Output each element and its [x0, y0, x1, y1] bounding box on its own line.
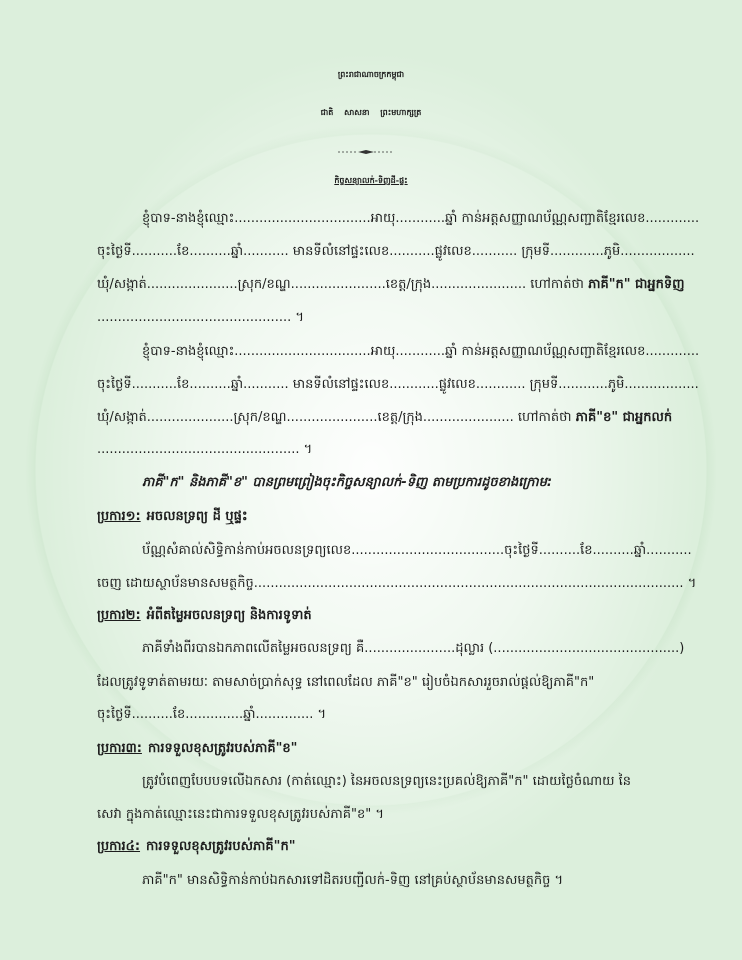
party-a-line-4: ............................................... ។ — [97, 310, 304, 325]
party-b-line-1: ខ្ញុំបាទ-នាងខ្ញុំឈ្មោះ.................................អាយុ............ឆ្នាំ កាន់អត្តសញ្ញាណប័ណ្ណសញ្ជាតិខ្មែរលេខ............. — [142, 344, 700, 359]
article-2-title: អំពីតម្លៃអចលនទ្រព្យ និងការទូទាត់ — [146, 608, 312, 623]
ornament-divider — [338, 150, 394, 154]
party-a-line-3 — [97, 276, 685, 294]
article-1-heading — [97, 508, 248, 526]
article-4-title: ការទទួលខុសត្រូវរបស់ភាគី"ក" — [146, 839, 296, 854]
party-b-line-3 — [97, 409, 672, 427]
article-3-line-1: ត្រូវបំពេញបែបបទលើឯកសារ (កាត់ឈ្មោះ) នៃអចលនទ្រព្យនេះប្រគល់ឱ្យភាគី"ក" ដោយថ្លៃចំណាយ នៃ — [142, 774, 631, 789]
article-2-heading — [97, 607, 312, 625]
article-2-line-2: ដែលត្រូវទូទាត់តាមរយៈ តាមសាច់ប្រាក់សុទ្ធ នៅពេលដែល ភាគី"ខ" រៀបចំឯកសាររួចរាល់ផ្តល់ឱ្យភាគី"ក" — [97, 675, 595, 690]
article-2-line-1: ភាគីទាំងពីរបានឯកភាពលើតម្លៃអចលនទ្រព្យ គឺ......................ដុល្លារ (.............................................) — [142, 641, 685, 656]
article-1-label: ប្រការ១: — [97, 509, 141, 524]
article-2-label: ប្រការ២: — [97, 608, 141, 623]
party-b-address: ឃុំ/សង្កាត់.....................ស្រុក/ខណ្ឌ......................ខេត្ត/ក្រុង...................... ហៅកាត់ថា — [97, 410, 572, 425]
article-3-label: ប្រការ៣: — [97, 741, 142, 756]
party-b-line-2: ចុះថ្ងៃទី...........ខែ..........ឆ្នាំ........... មានទីលំនៅផ្ទះលេខ............ផ្លូវលេខ............ ក្រុមទី............ភូមិ.................. — [97, 377, 699, 392]
party-a-role: ភាគី"ក" ជាអ្នកទិញ — [588, 277, 685, 292]
article-3-heading — [97, 740, 297, 758]
party-a-address: ឃុំ/សង្កាត់......................ស្រុក/ខណ្ឌ.......................ខេត្ត/ក្រុង....................... ហៅកាត់ថា — [97, 277, 584, 292]
article-2-line-3: ចុះថ្ងៃទី..........ខែ..............ឆ្នាំ.............. ។ — [97, 707, 327, 722]
document-title: កិច្ចសន្យាលក់-ទិញដី-ផ្ទះ — [334, 176, 408, 185]
party-b-role: ភាគី"ខ" ជាអ្នកលក់ — [575, 410, 673, 425]
article-1-line-1: ប័ណ្ណសំគាល់សិទ្ធិកាន់កាប់អចលនទ្រព្យលេខ.....................................ចុះថ្ងៃទី..........ខែ..........ឆ្នាំ........... — [142, 543, 692, 558]
party-b-line-4: ................................................. ។ — [97, 442, 313, 457]
article-4-heading — [97, 838, 295, 856]
article-3-line-2: សេវា ក្នុងកាត់ឈ្មោះនេះជាការទទួលខុសត្រូវរបស់ភាគី"ខ" ។ — [97, 807, 384, 822]
national-motto: ជាតិ សាសនា ព្រះមហាក្សត្រ — [320, 108, 422, 117]
article-1-line-2: ចេញ ដោយស្ថាប័នមានសមត្ថកិច្ច........................................................................................................ ។ — [97, 576, 697, 591]
article-1-title: អចលនទ្រព្យ ដី ឬផ្ទះ — [146, 509, 248, 524]
article-4-line-1: ភាគី"ក" មានសិទ្ធិកាន់កាប់ឯកសារទៅដិតរបញ្ជីលក់-ទិញ នៅគ្រប់ស្ថាប័នមានសមត្ថកិច្ច ។ — [142, 873, 564, 888]
kingdom-heading: ព្រះរាជាណាចក្រកម្ពុជា — [337, 70, 405, 79]
article-3-title: ការទទួលខុសត្រូវរបស់ភាគី"ខ" — [147, 741, 298, 756]
party-a-line-2: ចុះថ្ងៃទី...........ខែ..........ឆ្នាំ........... មានទីលំនៅផ្ទះលេខ...........ផ្លូវលេខ........... ក្រុមទី.............ភូមិ.................. — [97, 244, 695, 259]
article-4-label: ប្រការ៤: — [97, 839, 141, 854]
party-a-line-1: ខ្ញុំបាទ-នាងខ្ញុំឈ្មោះ.................................អាយុ............ឆ្នាំ កាន់អត្តសញ្ញាណប័ណ្ណសញ្ជាតិខ្មែរលេខ............. — [142, 211, 700, 226]
agreement-lead: ភាគី"ក" និងភាគី"ខ" បានព្រមព្រៀងចុះកិច្ចសន្យាលក់-ទិញ តាមប្រការដូចខាងក្រោម: — [142, 475, 553, 490]
